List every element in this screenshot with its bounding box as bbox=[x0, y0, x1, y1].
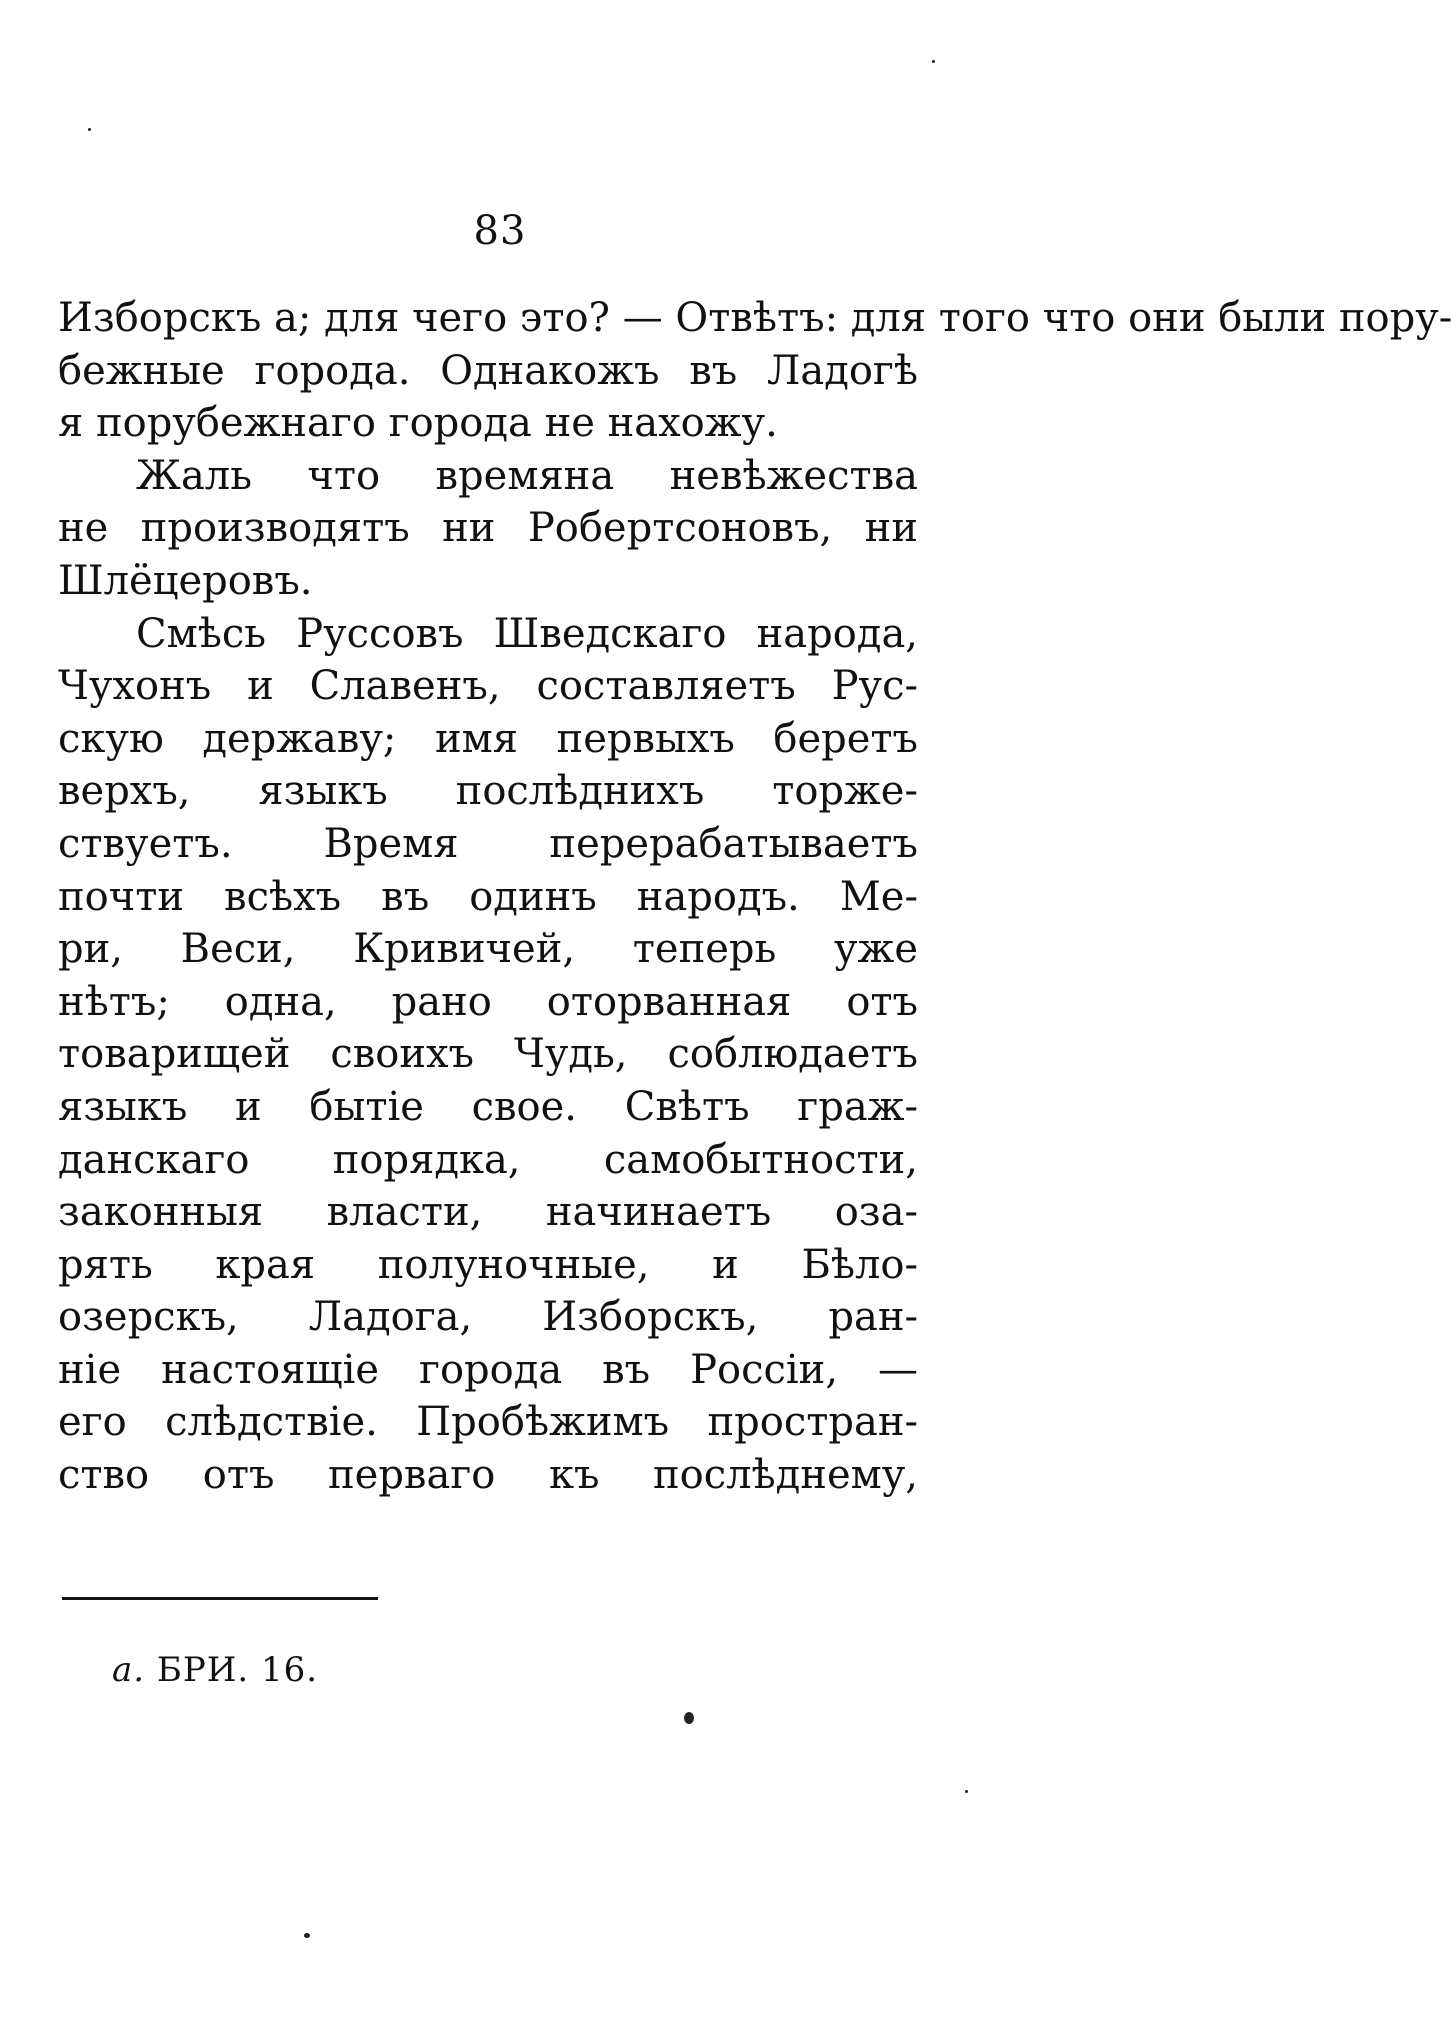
text-line: почти всѣхъ въ одинъ народъ. Ме- bbox=[58, 873, 918, 920]
text-line: бежные города. Однакожъ въ Ладогѣ bbox=[58, 347, 918, 394]
text-line: данскаго порядка, самобытности, bbox=[58, 1136, 918, 1183]
footnote-text: БРИ. 16. bbox=[156, 1650, 319, 1690]
text-line: не производятъ ни Робертсоновъ, ни bbox=[58, 505, 918, 552]
text-line: рять края полуночные, и Бѣло- bbox=[58, 1241, 918, 1288]
text-line: верхъ, языкъ послѣднихъ торже- bbox=[58, 768, 918, 815]
body-text bbox=[58, 292, 1452, 1502]
footnote-divider bbox=[62, 1597, 378, 1600]
paragraph-start-line: Жаль что времяна невѣжества bbox=[136, 452, 918, 499]
footnote-marker: а. bbox=[112, 1650, 146, 1690]
footnote bbox=[112, 1650, 318, 1690]
paragraph-start-line: Смѣсь Руссовъ Шведскаго народа, bbox=[136, 610, 918, 657]
text-line: законныя власти, начинаетъ оза- bbox=[58, 1189, 918, 1236]
text-line: нѣтъ; одна, рано оторванная отъ bbox=[58, 978, 918, 1025]
text-line: ніе настоящіе города въ Россіи, — bbox=[58, 1346, 918, 1393]
text-line: озерскъ, Ладога, Изборскъ, ран- bbox=[58, 1294, 918, 1341]
text-line: Изборскъ а; для чего это? — Отвѣтъ: для того что они были пору- bbox=[58, 295, 1452, 341]
text-line: ство отъ перваго къ послѣднему, bbox=[58, 1452, 918, 1499]
text-line: Шлёцеровъ. bbox=[58, 557, 313, 604]
text-line: товарищей своихъ Чудь, соблюдаетъ bbox=[58, 1031, 918, 1078]
text-line: Чухонъ и Славенъ, составляетъ Рус- bbox=[58, 663, 918, 710]
text-line: его слѣдствіе. Пробѣжимъ простран- bbox=[58, 1399, 918, 1446]
text-line: я порубежнаго города не нахожу. bbox=[58, 400, 778, 447]
text-line: ри, Веси, Кривичей, теперь уже bbox=[58, 926, 918, 973]
text-line: языкъ и бытіе свое. Свѣтъ граж- bbox=[58, 1083, 918, 1130]
page-number: 83 bbox=[473, 208, 527, 254]
text-line: ствуетъ. Время перерабатываетъ bbox=[58, 820, 918, 867]
text-line: скую державу; имя первыхъ беретъ bbox=[58, 715, 918, 762]
